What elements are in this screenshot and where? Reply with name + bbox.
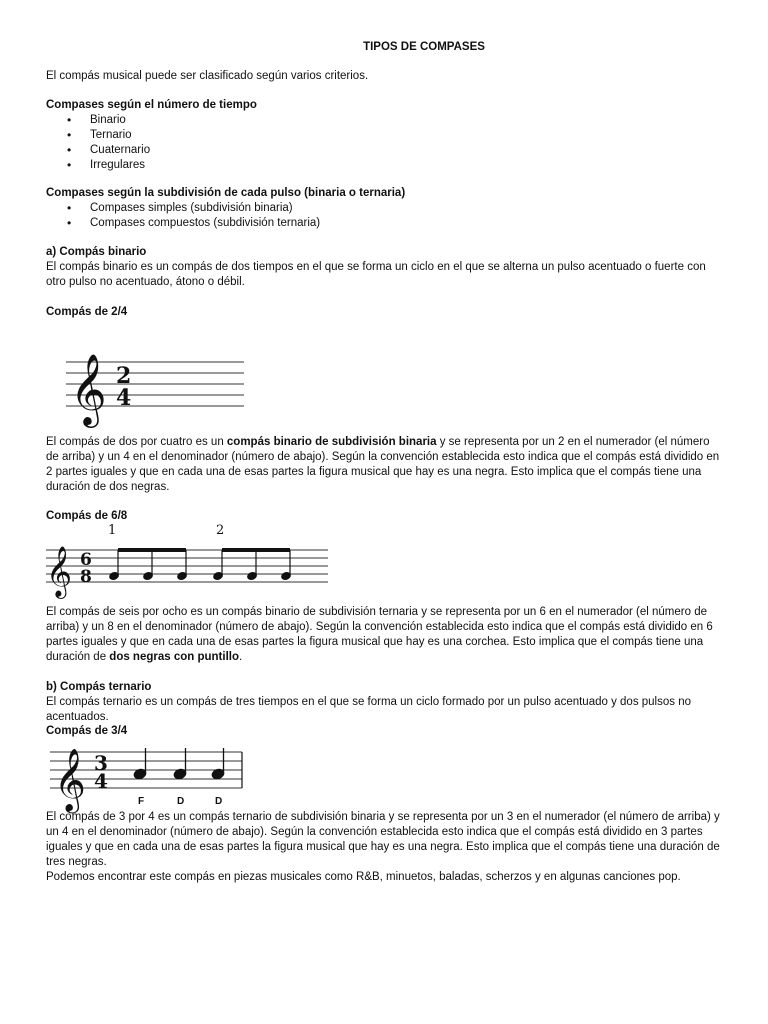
binario-heading: a) Compás binario xyxy=(46,246,147,258)
tiempo-list xyxy=(46,113,722,173)
treble-clef-icon: 𝄞 xyxy=(70,352,107,425)
c24-text-bold: compás binario de subdivisión binaria xyxy=(226,436,437,448)
c24-text-b: y se representa por un 2 en el numerador (el número de arriba) y un 4 en el denominador (número de abajo). Según la convención establecida esto indica que el compás está dividido en 2 partes iguales y que en cada una de esas partes la figura musical que hay es una negra. Esto implica que el compás tiene una duración de dos negras. xyxy=(46,436,720,493)
eighth-note-group-1 xyxy=(109,548,188,581)
treble-clef-icon: 𝄞 xyxy=(46,546,73,597)
c34-heading: Compás de 3/4 xyxy=(46,725,128,737)
time-sig-numerator: 2 xyxy=(116,363,132,389)
time-sig-denominator: 4 xyxy=(94,769,108,793)
time-sig-denominator: 8 xyxy=(80,567,92,587)
list-item: • Compases compuestos (subdivisión ternaria) xyxy=(46,216,722,231)
staff-6-8 xyxy=(46,520,336,600)
section-subdivision-heading: Compases según la subdivisión de cada pulso (binaria o ternaria) xyxy=(46,187,406,199)
list-item: • Binario xyxy=(46,113,722,128)
staff-3-4 xyxy=(50,740,250,812)
eighth-note-group-2 xyxy=(213,548,292,581)
time-sig-denominator: 4 xyxy=(116,385,132,411)
staff-2-4 xyxy=(66,340,246,425)
c34-paragraph-2: Podemos encontrar este compás en piezas musicales como R&B, minuetos, baladas, scherzos y en algunas canciones pop. xyxy=(46,871,681,883)
treble-clef-icon: 𝄞 xyxy=(54,748,86,811)
list-item: • Cuaternario xyxy=(46,143,722,158)
list-item: • Irregulares xyxy=(46,158,722,173)
list-item: • Ternario xyxy=(46,128,722,143)
c24-text-a: El compás de dos por cuatro es un xyxy=(46,436,227,448)
intro-paragraph: El compás musical puede ser clasificado según varios criterios. xyxy=(46,70,369,82)
c24-paragraph xyxy=(46,435,722,495)
ternario-paragraph: El compás ternario es un compás de tres tiempos en el que se forma un ciclo formado por un pulso acentuado y dos pulsos no acentuados. xyxy=(46,696,691,723)
accent-label-2: D xyxy=(177,796,185,807)
c68-heading: Compás de 6/8 xyxy=(46,510,128,522)
accent-label-3: D xyxy=(215,796,223,807)
c68-text-a: El compás de seis por ocho es un compás binario de subdivisión ternaria y se representa por un 6 en el numerador (el número de arriba) y un 8 en el denominador (número de abajo). Según la convención establecida esto indica que el compás está dividido en 6 partes iguales y que en cada una de esas partes la figura musical que hay es una corchea. Esto implica que el compás tiene una duración de xyxy=(46,606,713,663)
quarter-notes xyxy=(133,748,225,780)
c68-text-b: . xyxy=(239,651,243,663)
c68-text-bold: dos negras con puntillo xyxy=(109,651,239,663)
beat-number-2: 2 xyxy=(216,523,225,538)
accent-label-1: F xyxy=(138,796,145,807)
section-tiempo-heading: Compases según el número de tiempo xyxy=(46,99,257,111)
time-sig-numerator: 3 xyxy=(94,751,108,775)
beat-number-1: 1 xyxy=(108,523,117,538)
time-sig-numerator: 6 xyxy=(80,550,92,570)
list-item: • Compases simples (subdivisión binaria) xyxy=(46,201,722,216)
binario-paragraph: El compás binario es un compás de dos tiempos en el que se forma un ciclo en el que se alterna un pulso acentuado o fuerte con otro pulso no acentuado, átono o débil. xyxy=(46,261,706,288)
c68-paragraph xyxy=(46,605,722,665)
c34-paragraph: El compás de 3 por 4 es un compás ternario de subdivisión binaria y se representa por un 3 en el numerador (el número de arriba) y un 4 en el denominador (número de abajo). Según la convención establecida esto indica que el compás está dividido en 3 partes iguales y que en cada una de esas partes la figura musical que hay es una negra. Esto implica que el compás tiene una duración de tres negras. xyxy=(46,811,720,868)
subdivision-list xyxy=(46,201,722,231)
c24-heading: Compás de 2/4 xyxy=(46,306,128,318)
page-title: TIPOS DE COMPASES xyxy=(363,41,485,53)
ternario-heading: b) Compás ternario xyxy=(46,681,152,693)
